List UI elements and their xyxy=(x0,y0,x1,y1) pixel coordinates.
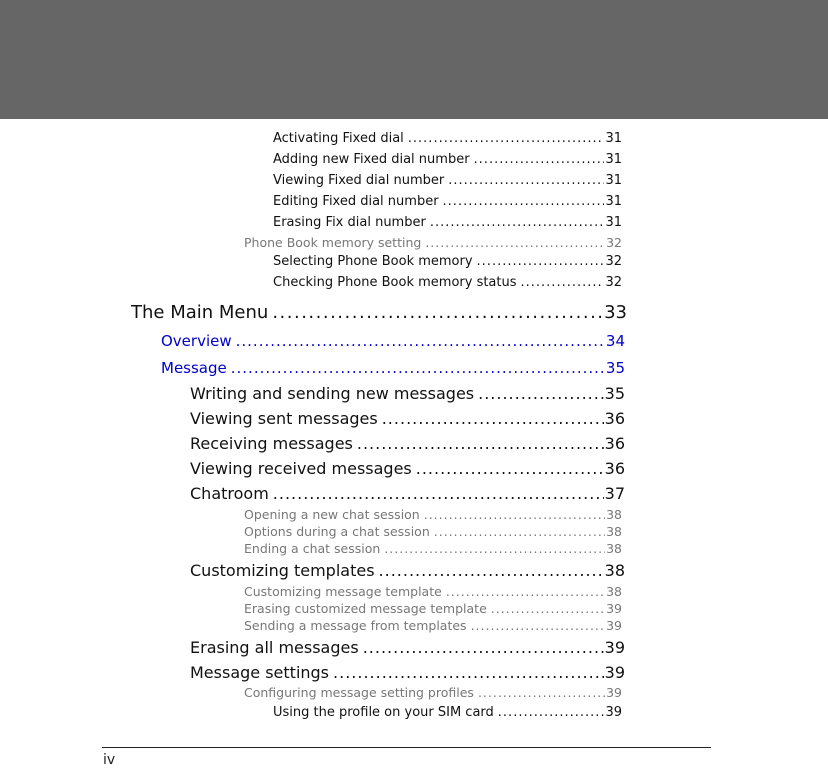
toc-entry-page: 31 xyxy=(605,173,622,188)
toc-chapter[interactable] xyxy=(131,302,627,323)
toc-leader-dots xyxy=(478,384,604,403)
toc-leader-dots xyxy=(424,507,605,522)
toc-leader-dots xyxy=(363,638,604,657)
toc-leader-dots xyxy=(384,541,605,556)
toc-entry-page: 35 xyxy=(604,384,625,403)
toc-entry[interactable] xyxy=(273,215,622,230)
toc-entry-page: 37 xyxy=(604,484,625,503)
toc-entry-title: Erasing all messages xyxy=(190,638,359,657)
toc-entry-page: 39 xyxy=(606,618,622,633)
toc-entry[interactable] xyxy=(244,601,622,616)
toc-entry[interactable] xyxy=(190,459,625,478)
toc-entry-page: 39 xyxy=(605,705,622,720)
toc-entry-title: Checking Phone Book memory status xyxy=(273,275,517,290)
toc-leader-dots xyxy=(425,235,605,250)
toc-entry[interactable] xyxy=(244,524,622,539)
toc-entry[interactable] xyxy=(190,561,625,580)
toc-entry-title: Chatroom xyxy=(190,484,269,503)
toc-entry[interactable] xyxy=(190,434,625,453)
toc-entry-title: Using the profile on your SIM card xyxy=(273,705,494,720)
toc-entry-page: 38 xyxy=(604,561,625,580)
toc-leader-dots xyxy=(357,434,604,453)
toc-leader-dots xyxy=(477,254,605,269)
toc-entry-page: 31 xyxy=(605,194,622,209)
toc-leader-dots xyxy=(382,409,604,428)
toc-leader-dots xyxy=(498,705,605,720)
toc-entry-title: Editing Fixed dial number xyxy=(273,194,439,209)
toc-entry-page: 31 xyxy=(605,131,622,146)
toc-leader-dots xyxy=(448,173,604,188)
toc-entry-page: 32 xyxy=(606,235,622,250)
toc-entry-page: 39 xyxy=(604,663,625,682)
toc-entry-page: 35 xyxy=(605,359,625,377)
toc-entry-page: 32 xyxy=(605,275,622,290)
toc-entry-title: Writing and sending new messages xyxy=(190,384,475,403)
toc-entry-title: Receiving messages xyxy=(190,434,353,453)
toc-entry-title: Adding new Fixed dial number xyxy=(273,152,470,167)
toc-leader-dots xyxy=(446,584,605,599)
toc-entry-title: Selecting Phone Book memory xyxy=(273,254,473,269)
toc-entry-title: Customizing message template xyxy=(244,584,442,599)
toc-entry[interactable] xyxy=(190,384,625,403)
toc-entry-title: Viewing sent messages xyxy=(190,409,378,428)
toc-entry[interactable] xyxy=(190,484,625,503)
page-number: iv xyxy=(103,752,116,768)
toc-entry-title: The Main Menu xyxy=(131,302,269,323)
toc-entry-page: 39 xyxy=(606,601,622,616)
toc-leader-dots xyxy=(434,524,605,539)
toc-entry-page: 31 xyxy=(605,215,622,230)
toc-entry-page: 31 xyxy=(605,152,622,167)
toc-leader-dots xyxy=(273,484,604,503)
toc-entry-title: Options during a chat session xyxy=(244,524,430,539)
toc-entry[interactable] xyxy=(273,173,622,188)
toc-entry-title: Message xyxy=(161,359,227,377)
toc-leader-dots xyxy=(408,131,605,146)
toc-entry-title: Ending a chat session xyxy=(244,541,381,556)
toc-entry[interactable] xyxy=(273,194,622,209)
toc-entry-title: Overview xyxy=(161,332,232,350)
toc-entry[interactable] xyxy=(244,685,622,700)
toc-entry-page: 36 xyxy=(604,409,625,428)
toc-entry[interactable] xyxy=(244,584,622,599)
toc-entry-page: 38 xyxy=(606,584,622,599)
toc-leader-dots xyxy=(430,215,605,230)
toc-leader-dots xyxy=(443,194,605,209)
toc-entry[interactable] xyxy=(190,638,625,657)
toc-entry[interactable] xyxy=(273,705,622,720)
toc-leader-dots xyxy=(478,685,605,700)
toc-entry[interactable] xyxy=(273,275,622,290)
toc-entry-page: 36 xyxy=(604,459,625,478)
toc-entry-page: 38 xyxy=(606,524,622,539)
toc-entry[interactable] xyxy=(244,618,622,633)
toc-entry-page: 39 xyxy=(606,685,622,700)
toc-link[interactable] xyxy=(161,359,625,377)
toc-entry-title: Viewing Fixed dial number xyxy=(273,173,445,188)
toc-entry-page: 38 xyxy=(606,541,622,556)
toc-entry[interactable] xyxy=(190,663,625,682)
toc-entry-page: 34 xyxy=(605,332,625,350)
toc-leader-dots xyxy=(236,332,605,350)
toc-entry-title: Customizing templates xyxy=(190,561,375,580)
toc-entry-page: 32 xyxy=(605,254,622,269)
toc-entry-page: 33 xyxy=(604,302,627,323)
toc-entry[interactable] xyxy=(273,254,622,269)
toc-entry[interactable] xyxy=(244,541,622,556)
toc-entry-title: Message settings xyxy=(190,663,330,682)
toc-leader-dots xyxy=(491,601,605,616)
toc-entry-title: Opening a new chat session xyxy=(244,507,420,522)
footer-rule xyxy=(102,747,711,748)
toc-leader-dots xyxy=(416,459,604,478)
toc-entry-page: 36 xyxy=(604,434,625,453)
toc-entry-title: Erasing customized message template xyxy=(244,601,487,616)
toc-entry-page: 39 xyxy=(604,638,625,657)
toc-entry[interactable] xyxy=(244,507,622,522)
toc-entry-page: 38 xyxy=(606,507,622,522)
toc-entry-title: Activating Fixed dial xyxy=(273,131,404,146)
toc-entry-title: Phone Book memory setting xyxy=(244,235,422,250)
toc-entry-title: Erasing Fix dial number xyxy=(273,215,426,230)
toc-link[interactable] xyxy=(161,332,625,350)
toc-leader-dots xyxy=(521,275,605,290)
toc-leader-dots xyxy=(231,359,605,377)
toc-entry[interactable] xyxy=(244,235,622,250)
toc-entry[interactable] xyxy=(273,152,622,167)
toc-entry-title: Sending a message from templates xyxy=(244,618,467,633)
toc-leader-dots xyxy=(379,561,604,580)
toc-entry-title: Viewing received messages xyxy=(190,459,412,478)
toc-leader-dots xyxy=(471,618,606,633)
toc-leader-dots xyxy=(333,663,604,682)
toc-leader-dots xyxy=(474,152,605,167)
toc-entry[interactable] xyxy=(273,131,622,146)
toc-leader-dots xyxy=(272,302,603,323)
toc-entry-title: Configuring message setting profiles xyxy=(244,685,474,700)
toc-entry[interactable] xyxy=(190,409,625,428)
